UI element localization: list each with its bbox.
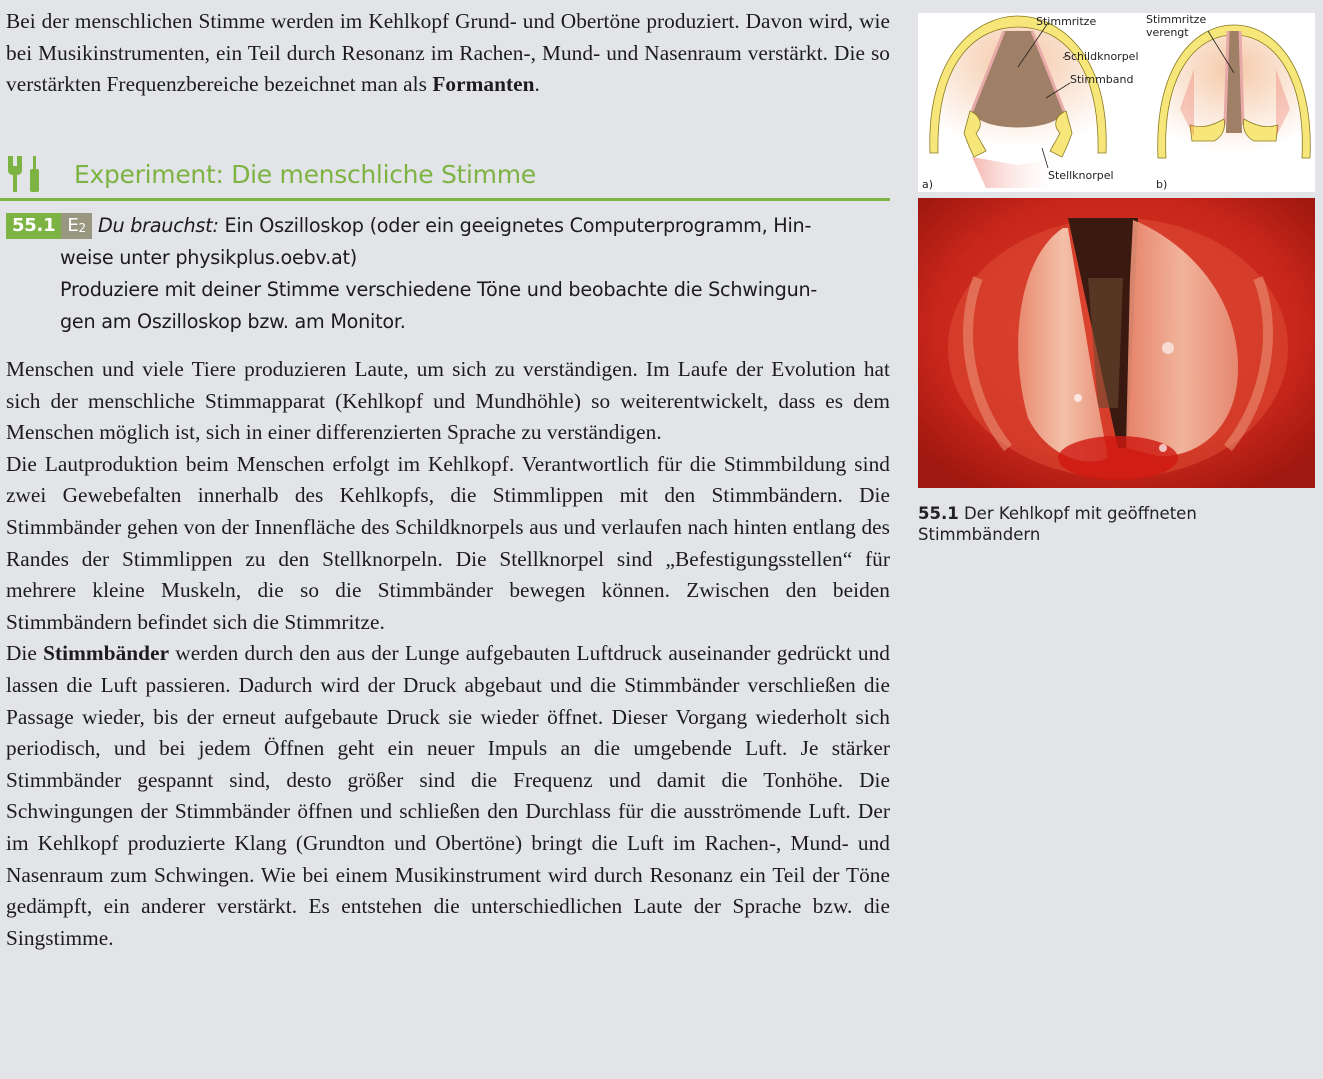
task-number-badge: 55.1 xyxy=(6,213,61,239)
larynx-diagram-svg xyxy=(918,13,1315,192)
tools-icon xyxy=(6,154,46,194)
diagram-panel-b xyxy=(1146,13,1310,191)
experiment-title: Experiment: Die menschliche Stimme xyxy=(74,160,536,189)
level-number: 2 xyxy=(78,221,86,235)
label-panel-b: b) xyxy=(1156,178,1168,191)
needs-text: Ein Oszilloskop (oder ein geeignetes Computerprogramm, Hin- xyxy=(218,214,812,237)
larynx-photo xyxy=(918,198,1315,488)
label-stimmritze-verengt-1: Stimmritze xyxy=(1146,13,1207,26)
p3-rest: werden durch den aus der Lunge aufgebauten Luftdruck auseinander gedrückt und lassen die Luft passieren. Dadurch wird der Druck abgebaut und die Stimmbänder verschließen die Passage wieder, bis der erneut aufgebaute Druck sie wieder öffnet. Dieser Vorgang wiederholt sich periodisch, und bei jedem Öffnen geht ein neuer Impuls an die umgebende Luft. Je stärker Stimmbänder gespannt sind, desto größer sind die Frequenz und damit die Tonhöhe. Die Schwingungen der Stimmbänder öffnen und schließen den Durchlass für die ausströmende Luft. Der im Kehlkopf produzierte Klang (Grundton und Obertöne) bringt die Luft im Rachen-, Mund- und Nasenraum zum Schwingen. Wie bei einem Musikinstrument wird durch Resonanz ein Teil der Töne gedämpft, ein anderer verstärkt. Es entstehen die unterschiedlichen Laute der Sprache bzw. die Singstimme. xyxy=(6,641,890,950)
diagram-panel-a xyxy=(922,15,1139,191)
body-paragraph-2: Die Lautproduktion beim Menschen erfolgt im Kehlkopf. Verantwortlich für die Stimmbildung sind zwei Gewebefalten innerhalb des Kehlkopfs, die Stimmlippen mit den Stimmbändern. Die Stimmbänder gehen von der Innenfläche des Schildknorpels aus und verlaufen nach hinten entlang des Randes der Stimmlippen zu den Stellknorpeln. Die Stellknorpel sind „Befestigungsstellen“ für mehrere kleine Muskeln, die so die Stimmbänder bewegen können. Zwischen den beiden Stimmbändern befindet sich die Stimmritze. xyxy=(6,451,890,634)
larynx-diagram xyxy=(918,13,1315,192)
body-paragraph-3 xyxy=(6,638,890,954)
instruction-line-1: Produziere mit deiner Stimme verschiedene Töne und beobachte die Schwingun- xyxy=(60,278,818,301)
needs-text-cont: weise unter physikplus.oebv.at) xyxy=(60,246,357,269)
intro-text-end: . xyxy=(534,72,540,97)
label-stimmritze-verengt-2: verengt xyxy=(1146,26,1189,39)
experiment-header xyxy=(6,148,890,200)
intro-text: Bei der menschlichen Stimme werden im Kehlkopf Grund- und Obertöne produziert. Davon wird, wie bei Musikinstrumenten, ein Teil durch Resonanz im Rachen-, Mund- und Nasenraum verstärkt. Die so verstärkten Frequenzbereiche bezeichnet man als xyxy=(6,9,890,97)
label-panel-a: a) xyxy=(922,178,934,191)
figure-caption xyxy=(918,503,1308,545)
level-letter: E xyxy=(67,215,79,236)
caption-text: Der Kehlkopf mit geöffneten Stimmbändern xyxy=(918,504,1197,544)
label-stimmritze: Stimmritze xyxy=(1036,15,1097,28)
level-badge xyxy=(61,213,92,239)
intro-paragraph xyxy=(6,6,890,101)
label-stimmband: Stimmband xyxy=(1070,73,1134,86)
intro-term-formanten: Formanten xyxy=(432,72,535,97)
instruction-line-2: gen am Oszilloskop bzw. am Monitor. xyxy=(60,310,406,333)
needs-label: Du brauchst: xyxy=(97,214,219,237)
label-stellknorpel: Stellknorpel xyxy=(1048,169,1114,182)
p3-start: Die xyxy=(6,641,44,666)
larynx-photo-svg xyxy=(918,198,1315,488)
experiment-task xyxy=(6,210,890,338)
label-schildknorpel: Schildknorpel xyxy=(1064,50,1139,63)
caption-number: 55.1 xyxy=(918,504,959,523)
body-paragraph-1: Menschen und viele Tiere produzieren Laute, um sich zu verständigen. Im Laufe der Evolution hat sich der menschliche Stimmapparat (Kehlkopf und Mundhöhle) so weiterentwickelt, dass es dem Menschen möglich ist, sich in einer differenzierten Sprache zu verständigen. xyxy=(6,357,890,445)
body-text xyxy=(6,354,890,954)
experiment-divider xyxy=(0,198,890,201)
term-stimmbaender: Stimmbänder xyxy=(43,641,170,666)
